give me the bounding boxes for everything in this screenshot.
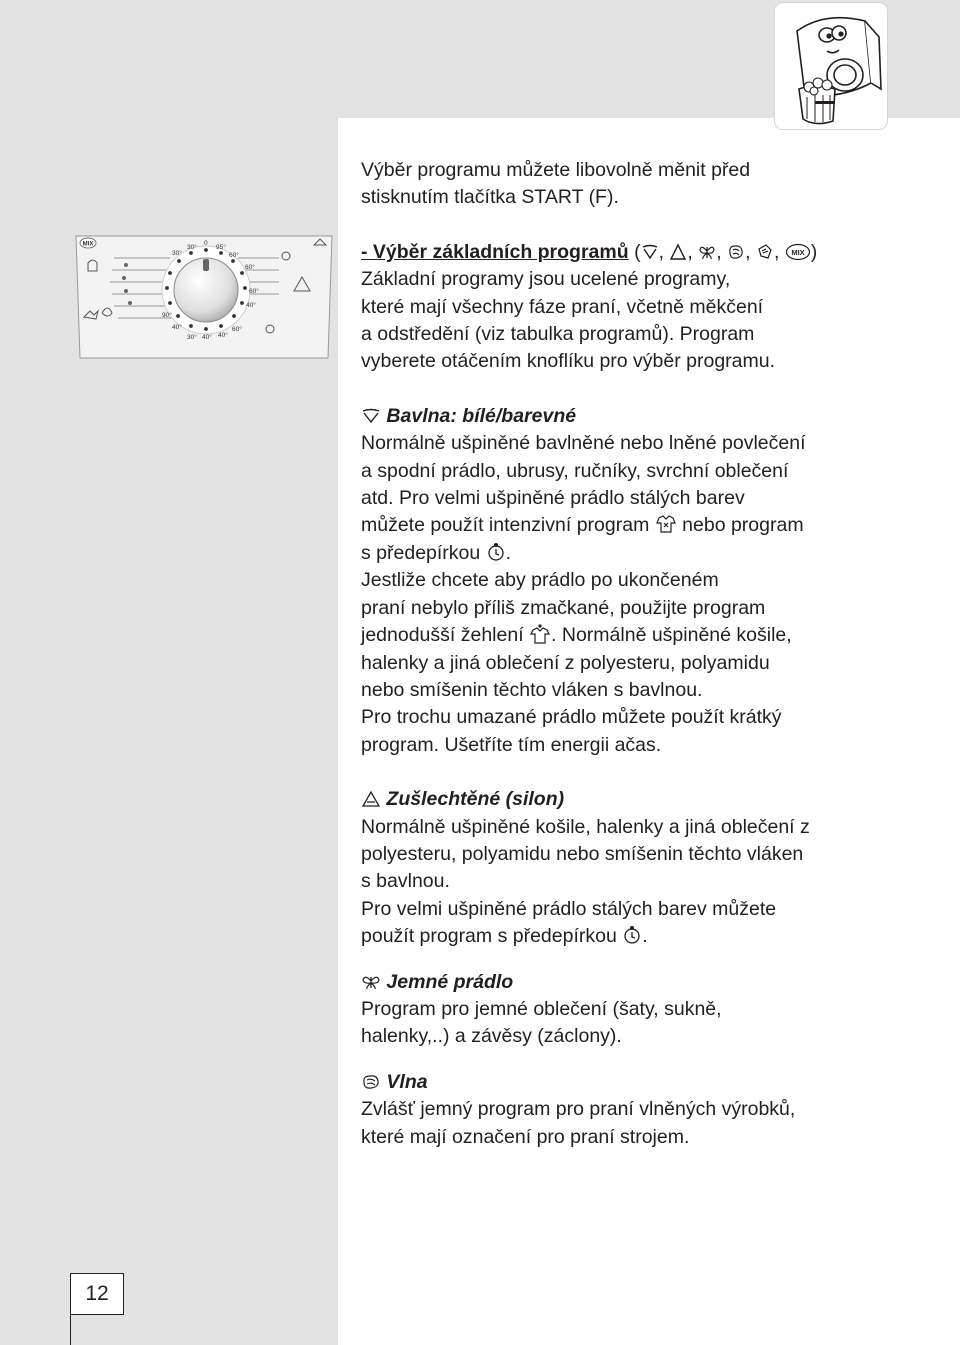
- intro-line: stisknutím tlačítka START (F).: [361, 186, 619, 209]
- cotton-tub-icon: [361, 407, 381, 425]
- panel-temp-right-3: 60°: [249, 288, 259, 295]
- synthetic-heading: Zušlechtěné (silon): [386, 788, 565, 811]
- cotton-line: můžete použít intenzivní program nebo program: [361, 514, 804, 537]
- main-text: [361, 157, 921, 1151]
- panel-temp-bottom-1: 30°: [187, 334, 197, 341]
- delicate-heading-line: [361, 969, 921, 996]
- panel-temp-right-1: 60°: [229, 252, 239, 259]
- cotton-heading-line: [361, 403, 921, 430]
- cotton-line: a spodní prádlo, ubrusy, ručníky, svrchní oblečení: [361, 459, 789, 482]
- cotton-line: nebo smíšenin těchto vláken s bavlnou.: [361, 678, 703, 701]
- basic-programs-line: vyberete otáčením knoflíku pro výběr programu.: [361, 350, 776, 373]
- panel-temp-left-2: 90°: [162, 312, 172, 319]
- panel-temp-top-1: 30°: [187, 244, 197, 251]
- mix-icon: [785, 243, 811, 261]
- cotton-line: Normálně ušpiněné bavlněné nebo lněné povlečení: [361, 432, 806, 455]
- delicate-line: halenky,..) a závěsy (záclony).: [361, 1025, 622, 1048]
- delicate-line: Program pro jemné oblečení (šaty, sukně,: [361, 997, 722, 1020]
- wool-heading-line: [361, 1069, 921, 1096]
- synthetic-line: s bavlnou.: [361, 870, 450, 893]
- synthetic-heading-line: [361, 786, 921, 813]
- hand-wash-icon: [756, 243, 774, 261]
- cotton-line: Pro trochu umazané prádlo můžete použít krátký: [361, 706, 782, 729]
- wool-icon: [361, 1073, 381, 1091]
- synthetic-line: Normálně ušpiněné košile, halenky a jiná oblečení z: [361, 815, 810, 838]
- cotton-line: Jestliže chcete aby prádlo po ukončeném: [361, 569, 719, 592]
- wool-icon: [727, 243, 745, 261]
- cotton-heading: Bavlna: bílé/barevné: [386, 404, 577, 427]
- panel-temp-left-3: 40°: [172, 324, 182, 331]
- prewash-icon: [486, 542, 506, 562]
- prewash-icon: [622, 925, 642, 945]
- control-panel-illustration: [74, 233, 336, 361]
- wool-line: Zvlášť jemný program pro praní vlněných výrobků,: [361, 1098, 796, 1121]
- page-number-rule: [70, 1315, 71, 1345]
- basic-programs-title: - Výběr základních programů: [361, 240, 629, 263]
- panel-temp-top-3: 95°: [216, 244, 226, 251]
- cotton-line: atd. Pro velmi ušpiněné prádlo stálých barev: [361, 487, 745, 510]
- delicate-heading: Jemné prádlo: [386, 970, 514, 993]
- cotton-line: praní nebylo příliš zmačkané, použijte program: [361, 596, 766, 619]
- panel-temp-bottom-2: 40°: [202, 334, 212, 341]
- synthetic-line: použít program s předepírkou .: [361, 925, 648, 948]
- cotton-line: s předepírkou .: [361, 541, 512, 564]
- svg-text:MIX: MIX: [791, 247, 805, 257]
- intensive-shirt-icon: [655, 514, 677, 534]
- synthetic-icon: [361, 790, 381, 808]
- page-number: 12: [70, 1273, 124, 1315]
- panel-temp-bottom-4: 60°: [232, 326, 242, 333]
- wool-line: které mají označení pro praní strojem.: [361, 1125, 690, 1148]
- basic-programs-title-line: - Výběr základních programů ( , , , , , MIX ): [361, 240, 818, 263]
- panel-temp-top-2: 0: [204, 240, 208, 247]
- basic-programs-line: které mají všechny fáze praní, včetně měkčení: [361, 295, 764, 318]
- wool-heading: Vlna: [386, 1070, 428, 1093]
- synthetic-icon: [669, 243, 687, 261]
- easy-iron-icon: [529, 624, 551, 644]
- intro-line: Výběr programu můžete libovolně měnit před: [361, 159, 751, 181]
- basic-programs-line: a odstředění (viz tabulka programů). Program: [361, 323, 755, 346]
- cotton-line: jednodušší žehlení . Normálně ušpiněné košile,: [361, 624, 792, 647]
- panel-temp-left-1: 30°: [172, 250, 182, 257]
- synthetic-line: polyesteru, polyamidu nebo smíšenin těchto vláken: [361, 842, 804, 865]
- panel-temp-right-4: 40°: [246, 302, 256, 309]
- butterfly-icon: [698, 243, 716, 261]
- basic-programs-line: Základní programy jsou ucelené programy,: [361, 268, 731, 291]
- cotton-line: halenky a jiná oblečení z polyesteru, polyamidu: [361, 651, 770, 674]
- cotton-line: program. Ušetříte tím energii ačas.: [361, 733, 662, 756]
- panel-temp-right-2: 60°: [245, 264, 255, 271]
- panel-mix-label: MIX: [82, 241, 94, 248]
- butterfly-icon: [361, 973, 381, 991]
- cotton-tub-icon: [641, 243, 659, 261]
- panel-temp-bottom-3: 40°: [218, 332, 228, 339]
- washing-machine-mascot-icon: [774, 2, 888, 130]
- synthetic-line: Pro velmi ušpiněné prádlo stálých barev můžete: [361, 897, 777, 920]
